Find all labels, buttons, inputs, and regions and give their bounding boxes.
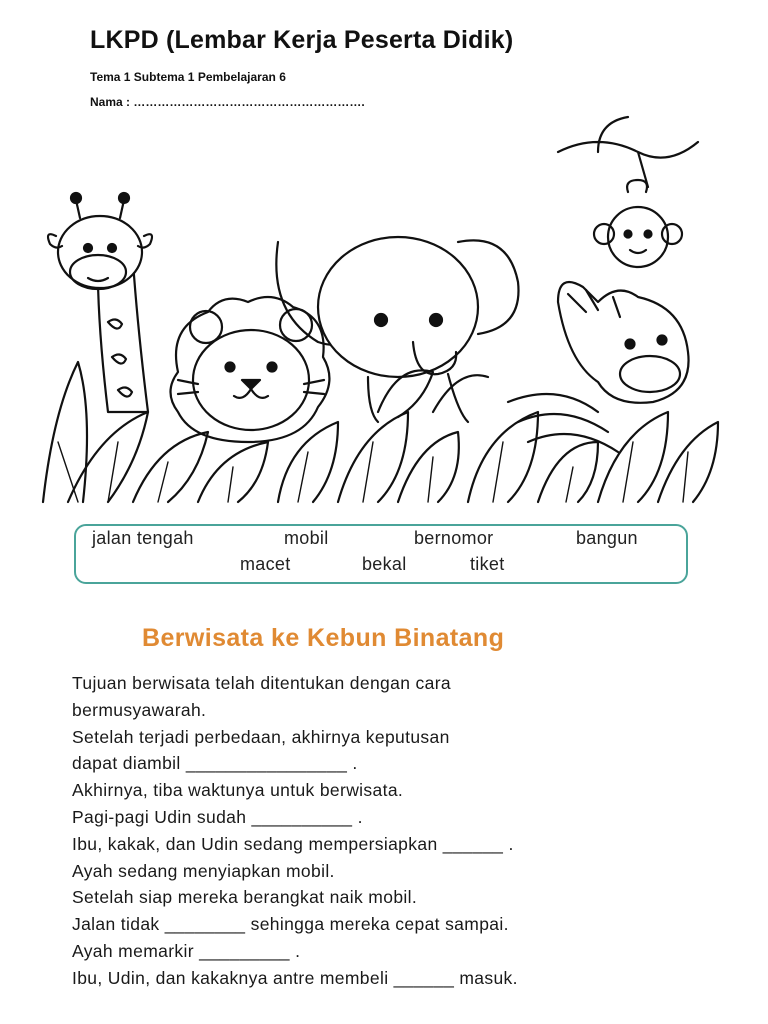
word-jalan-tengah: jalan tengah (92, 528, 194, 548)
story-text (72, 670, 732, 992)
word-bernomor: bernomor (414, 528, 494, 548)
page-title: LKPD (Lembar Kerja Peserta Didik) (90, 26, 514, 54)
story-line: Ibu, Udin, dan kakaknya antre membeli ______ masuk. (72, 967, 518, 988)
story-line: Ibu, kakak, dan Udin sedang mempersiapkan ______ . (72, 833, 514, 854)
word-mobil: mobil (284, 528, 329, 548)
story-line: Tujuan berwisata telah ditentukan dengan cara (72, 673, 451, 693)
word-bangun: bangun (576, 528, 638, 548)
story-line: Jalan tidak ________ sehingga mereka cepat sampai. (72, 914, 509, 935)
story-line: Ayah sedang menyiapkan mobil. (72, 860, 335, 881)
story-title: Berwisata ke Kebun Binatang (142, 624, 505, 652)
elephant-drawing (276, 237, 518, 422)
zebra-drawing (508, 282, 689, 452)
story-line: Setelah siap mereka berangkat naik mobil. (72, 887, 418, 908)
student-name-field[interactable]: Nama : …………………………………………………. (90, 95, 365, 109)
word-macet: macet (240, 554, 291, 574)
story-line: bermusyawarah. (72, 699, 207, 720)
story-line: Pagi-pagi Udin sudah __________ . (72, 806, 363, 827)
giraffe-drawing (48, 193, 152, 412)
story-line: Akhirnya, tiba waktunya untuk berwisata. (72, 780, 404, 801)
word-bekal: bekal (362, 554, 407, 574)
monkey-drawing (558, 117, 698, 267)
lion-drawing (171, 297, 330, 442)
zoo-animals-illustration (38, 112, 720, 504)
story-line: Ayah memarkir _________ . (72, 940, 301, 961)
word-bank-box (74, 524, 688, 584)
story-line: dapat diambil ________________ . (72, 753, 358, 774)
story-line: Setelah terjadi perbedaan, akhirnya keputusan (72, 726, 450, 747)
lesson-subtitle: Tema 1 Subtema 1 Pembelajaran 6 (90, 70, 286, 84)
word-tiket: tiket (470, 554, 505, 574)
